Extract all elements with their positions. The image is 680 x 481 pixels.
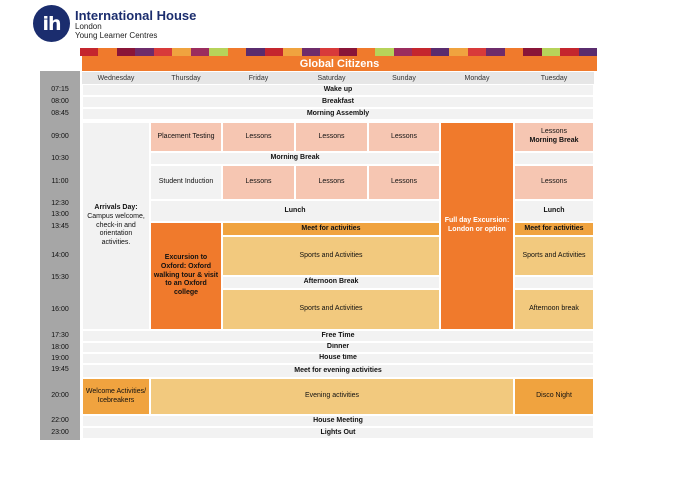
arrivals-day-cell	[82, 122, 150, 330]
time-label: 18:00	[51, 344, 69, 351]
stripe-block	[412, 48, 431, 56]
house-meeting-row: House Meeting	[82, 415, 594, 427]
tuesday-sports-activities-cell: Sports and Activities	[514, 236, 594, 276]
time-label: 14:00	[51, 252, 69, 259]
tuesday-lessons-label: Lessons	[540, 128, 568, 136]
time-label: 13:00	[51, 211, 69, 218]
welcome-activities-cell: Welcome Activities/ Icebreakers	[82, 378, 150, 415]
wake-up-row: Wake up	[82, 84, 594, 96]
lessons-tuesday-midday: Lessons	[514, 165, 594, 200]
assembly-row: Morning Assembly	[82, 108, 594, 120]
stripe-block	[154, 48, 173, 56]
stripe-block	[172, 48, 191, 56]
stripe-block	[209, 48, 228, 56]
lessons-saturday-midday: Lessons	[295, 165, 368, 200]
stripe-block	[283, 48, 302, 56]
tuesday-lessons-cell	[514, 122, 594, 152]
dinner-row: Dinner	[82, 342, 594, 353]
brand-division: Young Learner Centres	[75, 31, 158, 40]
day-header-friday: Friday	[222, 72, 295, 84]
tuesday-afternoon-gap	[514, 276, 594, 289]
logo-text: ih	[42, 12, 61, 35]
time-label: 19:45	[51, 366, 69, 373]
time-label: 08:45	[51, 110, 69, 117]
time-label: 17:30	[51, 332, 69, 339]
stripe-block	[80, 48, 99, 56]
arrivals-title: Arrivals Day:	[94, 204, 138, 212]
time-label: 09:00	[51, 133, 69, 140]
time-label: 13:45	[51, 223, 69, 230]
stripe-block	[486, 48, 505, 56]
time-label: 15:30	[51, 274, 69, 281]
lessons-sunday-midday: Lessons	[368, 165, 440, 200]
sports-activities-early: Sports and Activities	[222, 236, 440, 276]
tuesday-lunch-cell: Lunch	[514, 200, 594, 222]
stripe-block	[579, 48, 598, 56]
stripe-block	[98, 48, 117, 56]
stripe-block	[320, 48, 339, 56]
disco-night-cell: Disco Night	[514, 378, 594, 415]
free-time-row: Free Time	[82, 330, 594, 342]
lessons-sunday-am: Lessons	[368, 122, 440, 152]
stripe-block	[339, 48, 358, 56]
day-header-monday: Monday	[440, 72, 514, 84]
stripe-block	[542, 48, 561, 56]
tuesday-break-gap	[514, 152, 594, 165]
time-label: 23:00	[51, 429, 69, 436]
stripe-block	[191, 48, 210, 56]
time-label: 19:00	[51, 355, 69, 362]
house-time-row: House time	[82, 353, 594, 364]
stripe-block	[560, 48, 579, 56]
stripe-block	[228, 48, 247, 56]
meet-for-activities-row: Meet for activities	[222, 222, 440, 236]
tuesday-morning-break-label: Morning Break	[529, 137, 579, 144]
time-label: 08:00	[51, 98, 69, 105]
stripe-block	[117, 48, 136, 56]
brand-name: International House	[75, 8, 197, 23]
morning-break-row: Morning Break	[150, 152, 440, 165]
day-header-sunday: Sunday	[368, 72, 440, 84]
lights-out-row: Lights Out	[82, 427, 594, 439]
lessons-friday-midday: Lessons	[222, 165, 295, 200]
stripe-block	[394, 48, 413, 56]
time-label: 16:00	[51, 306, 69, 313]
stripe-block	[449, 48, 468, 56]
arrivals-detail: Campus welcome, check-in and orientation activities.	[87, 212, 145, 247]
placement-testing-cell: Placement Testing	[150, 122, 222, 152]
time-label: 22:00	[51, 417, 69, 424]
time-label: 20:00	[51, 392, 69, 399]
tuesday-afternoon-break-cell: Afternoon break	[514, 289, 594, 330]
student-induction-cell: Student Induction	[150, 165, 222, 200]
lessons-saturday-am: Lessons	[295, 122, 368, 152]
day-header-thursday: Thursday	[150, 72, 222, 84]
stripe-block	[357, 48, 376, 56]
stripe-block	[375, 48, 394, 56]
tuesday-meet-for-activities: Meet for activities	[514, 222, 594, 236]
stripe-block	[431, 48, 450, 56]
stripe-block	[302, 48, 321, 56]
stripe-block	[246, 48, 265, 56]
stripe-block	[135, 48, 154, 56]
time-label: 11:00	[51, 178, 69, 185]
afternoon-break-row: Afternoon Break	[222, 276, 440, 289]
brand-city: London	[75, 22, 102, 31]
time-label: 07:15	[51, 86, 69, 93]
breakfast-row: Breakfast	[82, 96, 594, 108]
day-header-tuesday: Tuesday	[514, 72, 594, 84]
stripe-block	[265, 48, 284, 56]
lunch-row: Lunch	[150, 200, 440, 222]
lessons-friday-am: Lessons	[222, 122, 295, 152]
thursday-excursion-cell: Excursion to Oxford: Oxford walking tour & visit to an Oxford college	[150, 222, 222, 330]
timetable-title: Global Citizens	[82, 56, 597, 71]
day-header-saturday: Saturday	[295, 72, 368, 84]
time-label: 10:30	[51, 155, 69, 162]
stripe-block	[523, 48, 542, 56]
day-header-wednesday: Wednesday	[82, 72, 150, 84]
stripe-block	[468, 48, 487, 56]
meet-for-evening-row: Meet for evening activities	[82, 364, 594, 378]
stripe-block	[505, 48, 524, 56]
ih-logo	[33, 5, 70, 42]
time-label: 12:30	[51, 200, 69, 207]
monday-excursion-cell: Full day Excursion: London or option	[440, 122, 514, 330]
evening-activities-cell: Evening activities	[150, 378, 514, 415]
sports-activities-late: Sports and Activities	[222, 289, 440, 330]
